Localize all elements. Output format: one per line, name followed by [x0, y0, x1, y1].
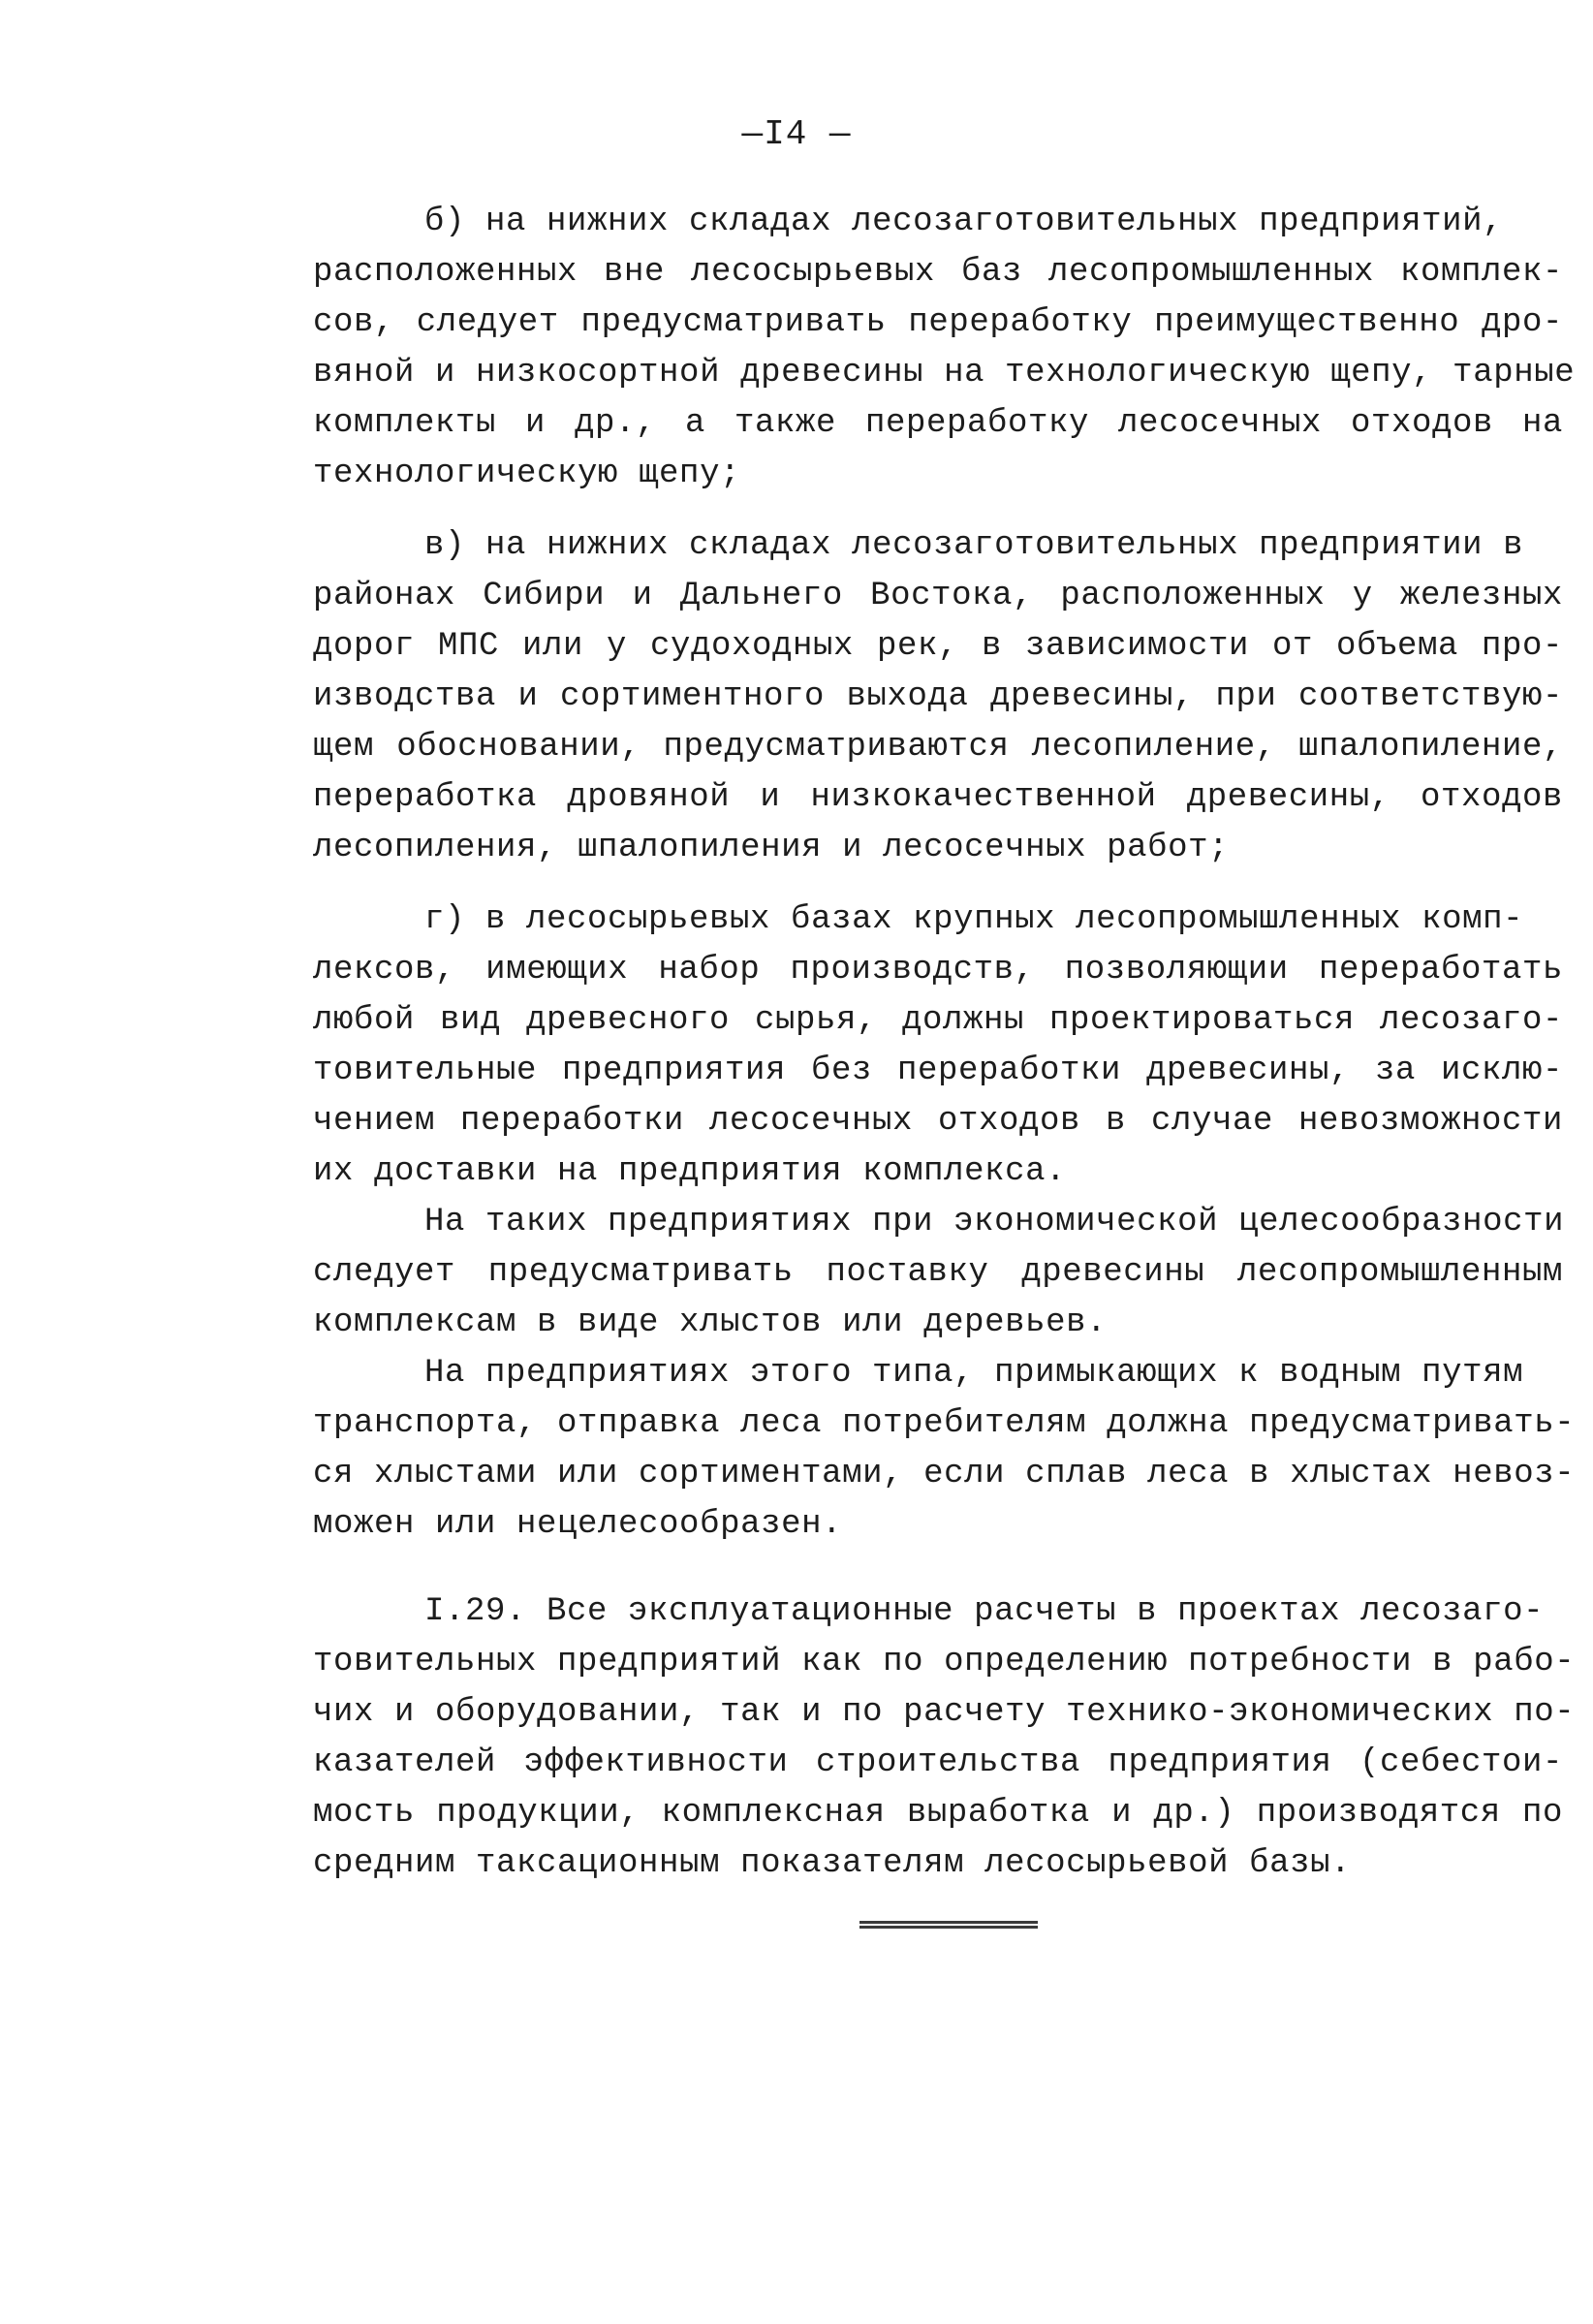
text-line: дорог МПС или у судоходных рек, в зависимости от объема про-: [313, 628, 1563, 665]
text-line: технологическую щепу;: [313, 455, 741, 492]
text-line: комплекты и др., а также переработку лесосечных отходов на: [313, 405, 1563, 442]
text-line: средним таксационным показателям лесосырьевой базы.: [313, 1845, 1352, 1882]
separator-rule-bottom: [859, 1926, 1038, 1929]
text-line: г) в лесосырьевых базах крупных лесопромышленных комп-: [424, 901, 1524, 938]
text-line: следует предусматривать поставку древесины лесопромышленным: [313, 1254, 1563, 1291]
text-line: расположенных вне лесосырьевых баз лесопромышленных комплек-: [313, 254, 1563, 291]
text-line: На предприятиях этого типа, примыкающих к водным путям: [424, 1355, 1524, 1392]
text-line: казателей эффективности строительства предприятия (себестои-: [313, 1744, 1563, 1781]
text-line: лесопиления, шпалопиления и лесосечных работ;: [313, 830, 1230, 866]
text-line: районах Сибири и Дальнего Востока, расположенных у железных: [313, 578, 1563, 614]
text-line: сов, следует предусматривать переработку преимущественно дро-: [313, 304, 1563, 341]
text-line: транспорта, отправка леса потребителям должна предусматривать-: [313, 1405, 1576, 1442]
text-line: вяной и низкосортной древесины на технологическую щепу, тарные: [313, 355, 1576, 392]
text-line: На таких предприятиях при экономической целесообразности: [424, 1204, 1565, 1241]
text-line: чением переработки лесосечных отходов в случае невозможности: [313, 1103, 1563, 1140]
text-line: переработка дровяной и низкокачественной древесины, отходов: [313, 779, 1563, 816]
text-line: б) на нижних складах лесозаготовительных предприятий,: [424, 204, 1504, 240]
text-line: товительных предприятий как по определению потребности в рабо-: [313, 1644, 1576, 1680]
text-line: комплексам в виде хлыстов или деревьев.: [313, 1304, 1108, 1341]
text-line: щем обосновании, предусматриваются лесопиление, шпалопиление,: [313, 729, 1563, 766]
text-line: чих и оборудовании, так и по расчету технико-экономических по-: [313, 1694, 1576, 1731]
text-line: их доставки на предприятия комплекса.: [313, 1153, 1067, 1190]
text-line: I.29. Все эксплуатационные расчеты в проектах лесозаго-: [424, 1593, 1545, 1630]
text-line: в) на нижних складах лесозаготовительных предприятии в: [424, 527, 1524, 564]
text-line: можен или нецелесообразен.: [313, 1506, 843, 1543]
text-line: ся хлыстами или сортиментами, если сплав леса в хлыстах невоз-: [313, 1456, 1576, 1492]
text-line: мость продукции, комплексная выработка и др.) производятся по: [313, 1795, 1563, 1832]
body-text: [313, 197, 1576, 1889]
end-separator: [859, 1921, 1038, 1930]
text-line: товительные предприятия без переработки древесины, за исклю-: [313, 1052, 1563, 1089]
page-number: —I4 —: [741, 114, 852, 154]
separator-rule-top: [859, 1921, 1038, 1924]
text-line: любой вид древесного сырья, должны проектироваться лесозаго-: [313, 1002, 1563, 1039]
text-line: изводства и сортиментного выхода древесины, при соответствую-: [313, 678, 1563, 715]
text-line: лексов, имеющих набор производств, позволяющии переработать: [313, 952, 1563, 989]
